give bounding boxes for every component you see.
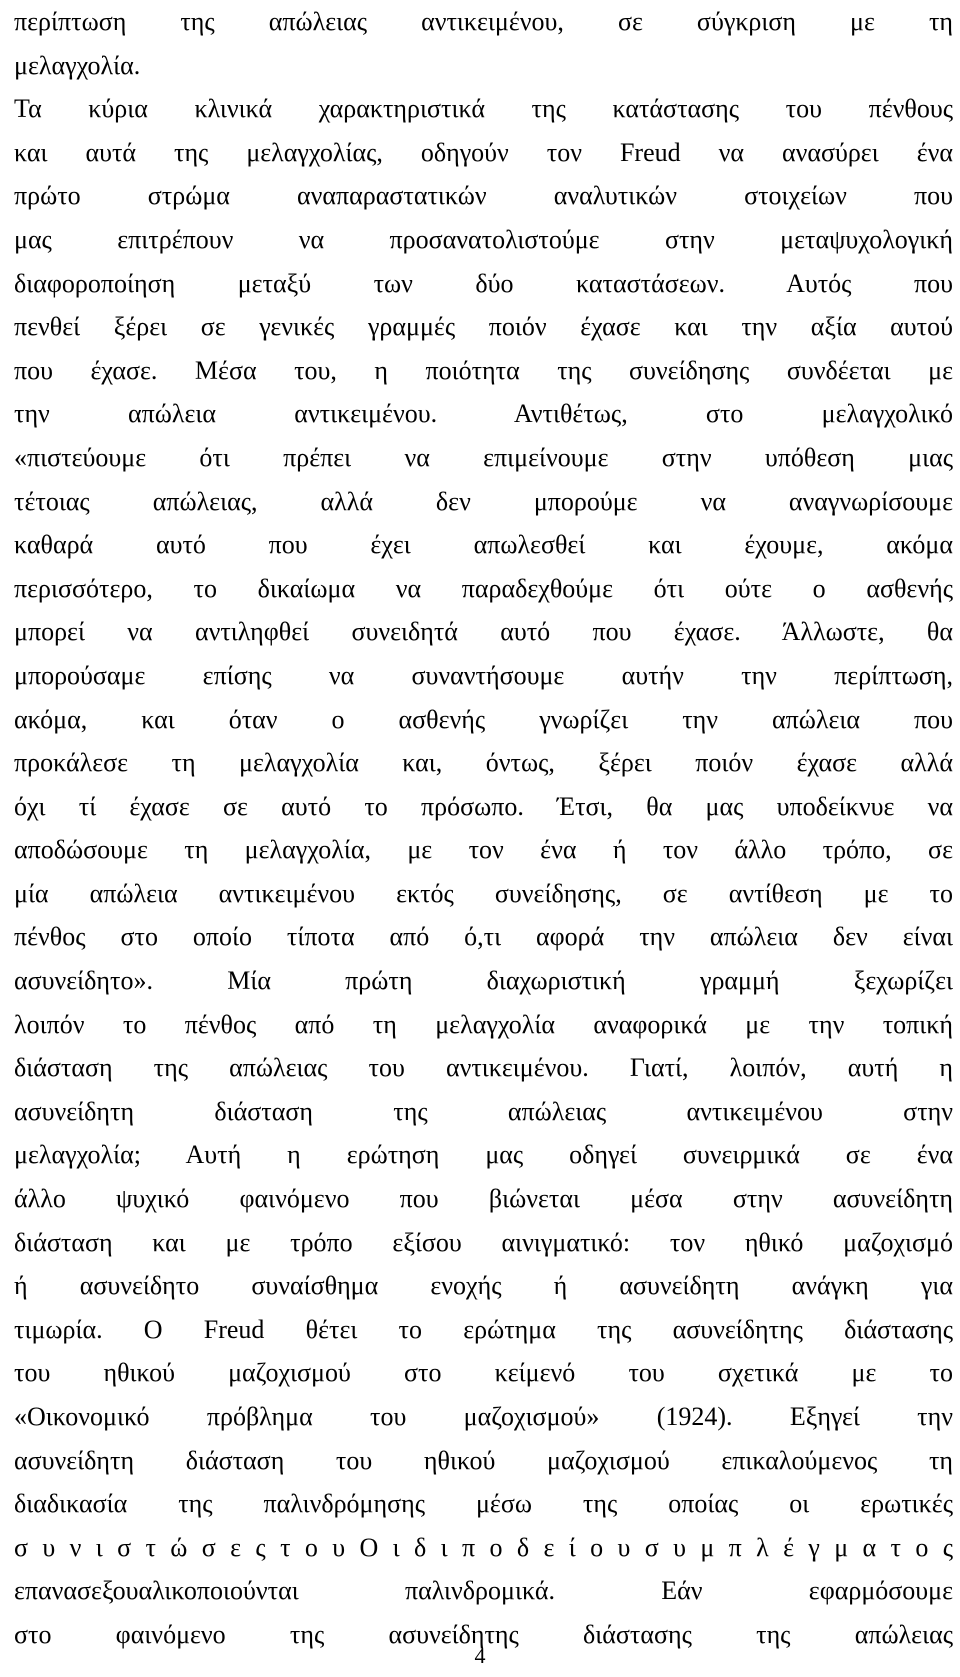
text-line: διάσταση και με τρόπο εξίσου αινιγματικό: τον ηθικό μαζοχισμό [14, 1227, 953, 1257]
text-line: ασυνείδητη διάσταση του ηθικού μαζοχισμού επικαλούμενος τη [14, 1445, 953, 1475]
text-line: και αυτά της μελαγχολίας, οδηγούν τον Freud να ανασύρει ένα [14, 137, 953, 167]
body-text [14, 0, 953, 1657]
text-line: διαφοροποίηση μεταξύ των δύο καταστάσεων. Αυτός που [14, 268, 953, 298]
text-line: του ηθικού μαζοχισμού στο κείμενό του σχετικά με το [14, 1358, 953, 1388]
text-line: στο φαινόμενο της ασυνείδητης διάστασης της απώλειας [14, 1619, 953, 1649]
text-line: προκάλεσε τη μελαγχολία και, όντως, ξέρει ποιόν έχασε αλλά [14, 748, 953, 778]
text-line: μελαγχολία; Αυτή η ερώτηση μας οδηγεί συνειρμικά σε ένα [14, 1140, 953, 1170]
text-line: μελαγχολία. [14, 50, 141, 80]
text-line: επανασεξουαλικοποιούνται παλινδρομικά. Εάν εφαρμόσουμε [14, 1576, 953, 1606]
text-line: ή ασυνείδητο συναίσθημα ενοχής ή ασυνείδητη ανάγκη για [14, 1271, 953, 1301]
text-line: ασυνείδητη διάσταση της απώλειας αντικειμένου στην [14, 1096, 953, 1126]
text-line: που έχασε. Μέσα του, η ποιότητα της συνείδησης συνδέεται με [14, 355, 953, 385]
text-line: πρώτο στρώμα αναπαραστατικών αναλυτικών στοιχείων που [14, 181, 953, 211]
text-line: λοιπόν το πένθος από τη μελαγχολία αναφορικά με την τοπική [14, 1009, 953, 1039]
text-line: μία απώλεια αντικειμένου εκτός συνείδησης, σε αντίθεση με το [14, 878, 953, 908]
text-line: διαδικασία της παλινδρόμησης μέσω της οποίας οι ερωτικές [14, 1489, 953, 1519]
text-line: διάσταση της απώλειας του αντικειμένου. Γιατί, λοιπόν, αυτή η [14, 1053, 953, 1083]
text-line: περισσότερο, το δικαίωμα να παραδεχθούμε ότι ούτε ο ασθενής [14, 573, 953, 603]
text-line: όχι τί έχασε σε αυτό το πρόσωπο. Έτσι, θα μας υποδείκνυε να [14, 791, 953, 821]
text-line: πένθος στο οποίο τίποτα από ό,τι αφορά την απώλεια δεν είναι [14, 922, 953, 952]
text-line: σ υ ν ι σ τ ώ σ ε ς τ ο υ Ο ι δ ι π ο δ ε ί ο υ σ υ μ π λ έ γ μ α τ ο ς [14, 1532, 953, 1562]
text-line: τέτοιας απώλειας, αλλά δεν μπορούμε να αναγνωρίσουμε [14, 486, 953, 516]
page-number: 4 [474, 1643, 486, 1668]
text-line: ακόμα, και όταν ο ασθενής γνωρίζει την απώλεια που [14, 704, 953, 734]
text-line: τιμωρία. Ο Freud θέτει το ερώτημα της ασυνείδητης διάστασης [14, 1314, 953, 1344]
text-line: «Οικονομικό πρόβλημα του μαζοχισμού» (1924). Εξηγεί την [14, 1402, 953, 1431]
text-line: πενθεί ξέρει σε γενικές γραμμές ποιόν έχασε και την αξία αυτού [14, 312, 953, 342]
text-line: άλλο ψυχικό φαινόμενο που βιώνεται μέσα στην ασυνείδητη [14, 1184, 953, 1214]
text-line: καθαρά αυτό που έχει απωλεσθεί και έχουμε, ακόμα [14, 530, 953, 560]
text-line: ασυνείδητο». Μία πρώτη διαχωριστική γραμμή ξεχωρίζει [14, 966, 953, 996]
text-line: αποδώσουμε τη μελαγχολία, με τον ένα ή τον άλλο τρόπο, σε [14, 835, 953, 865]
text-line: την απώλεια αντικειμένου. Αντιθέτως, στο μελαγχολικό [14, 399, 953, 429]
text-line: «πιστεύουμε ότι πρέπει να επιμείνουμε στην υπόθεση μιας [14, 442, 953, 472]
text-line: Τα κύρια κλινικά χαρακτηριστικά της κατάστασης του πένθους [14, 94, 953, 124]
text-line: μπορούσαμε επίσης να συναντήσουμε αυτήν την περίπτωση, [14, 660, 953, 690]
text-line: μας επιτρέπουν να προσανατολιστούμε στην μεταψυχολογική [14, 224, 953, 254]
text-line: περίπτωση της απώλειας αντικειμένου, σε σύγκριση με τη [14, 7, 953, 36]
text-line: μπορεί να αντιληφθεί συνειδητά αυτό που έχασε. Άλλωστε, θα [14, 617, 953, 647]
